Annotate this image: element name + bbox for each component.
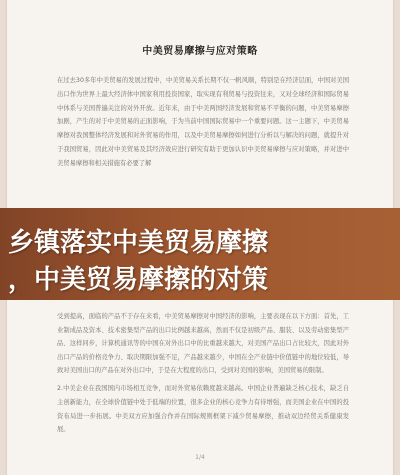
headline-line-2: ，中美贸易摩擦的对策 xyxy=(8,265,269,295)
section-2-paragraph: 2.中美企业在我国国内市场相互竞争，而对外贸易依赖度越来越高。中国企业普遍缺乏核心技术，缺乏自主创新能力，在全球价值链中处于低端的位置，很多企业的核心竞争力有待增强，而美国企业在中国的投资布局进一步拓展。中美双方应加强合作并在国际规则框架下减少贸易摩擦，推动双边经贸关系健康发展。 xyxy=(57,385,349,434)
page-number: 1/4 xyxy=(195,454,205,461)
body-paragraph: 受到提高，面临的产品不于存在来看，中美贸易摩擦对中国经济的影响，主要表现在以下方面：首先，工业制成品及资本、技术密集型产品的出口比例越来越高，然而不仅是初级产品、服装、以及劳动密集型产品、这样同步，计算机通讯等的中国在对外出口中的比重越来越大，对美国产品出口占比较大，因此对外出口产品的价格竞争力、取决期限加强不足，产品越来越少，中国在全产业链中价值链中的地位较低，导致对美国出口的产品在对外出口中，于是在大程度的出口，受到对美国的影响，美国贸易的限制。 xyxy=(57,313,349,375)
document-title: 中美贸易摩擦与应对策略 xyxy=(142,46,258,57)
intro-paragraph: 在过去30多年中美贸易的发展过程中，中美贸易关系长期不仅一帆风顺，特别是在经济层面，中国对美国出口作为世界上最大经济体中国家利用投资国家，取实现有利贸易与投资往来，又对全球经济和国际贸易中体系与美国普遍关注的对外开放。近年来，由于中美两国经济发展和贸易不平衡的问题，中美贸易摩擦加剧，产生的对于中美贸易的正面影响，于为当前中国国际贸易中一个重要问题。这一主题下，中美贸易摩擦对我国整体经济发展和对外贸易的作用，以及中美贸易摩擦如何进行分析以与解决的问题，就提升对于我国贸易，因此对中美贸易及其经济效应进行研究有助于更加认识中美贸易摩擦与应对策略，并对进中美贸易摩擦和相关措施有必要了解 xyxy=(57,77,349,167)
headline-line-1: 乡镇落实中美贸易摩擦 xyxy=(8,228,269,258)
